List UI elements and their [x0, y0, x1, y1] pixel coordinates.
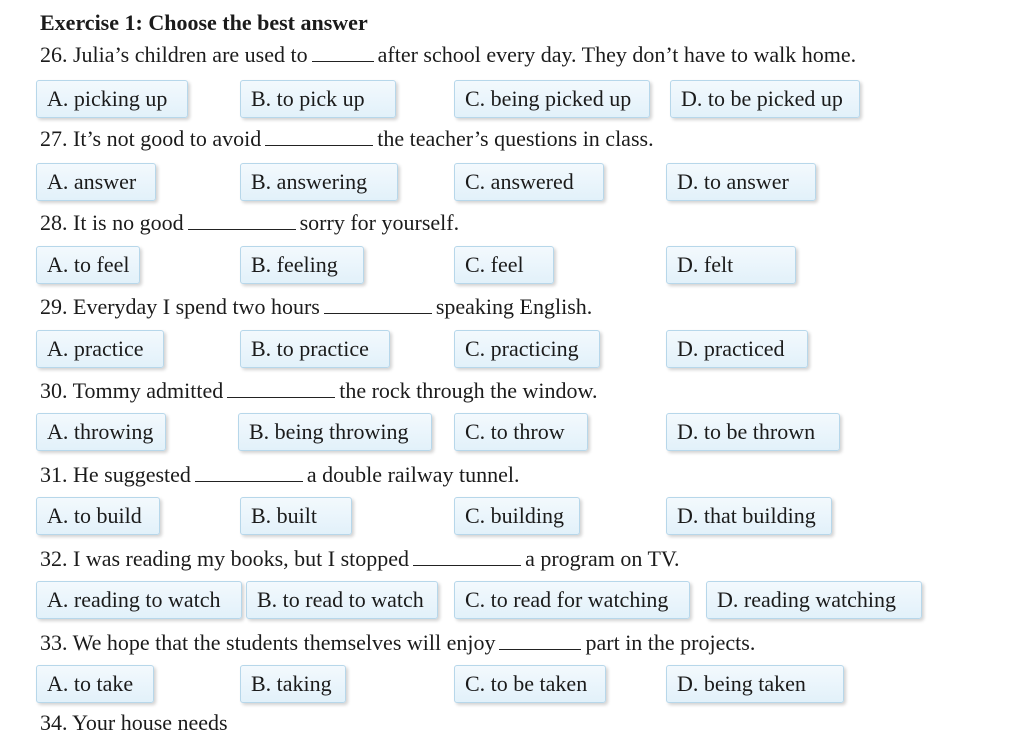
answer-blank [324, 295, 432, 314]
question-30 [40, 378, 597, 404]
option-a-q28[interactable]: A. to feel [36, 246, 140, 284]
cut-off-question: 34. Your house needs [40, 710, 228, 735]
option-c-q29[interactable]: C. practicing [454, 330, 600, 368]
question-text-before: He suggested [73, 462, 191, 487]
question-text-after: the rock through the window. [339, 378, 598, 403]
option-d-q31[interactable]: D. that building [666, 497, 832, 535]
question-text-after: a program on TV. [525, 546, 680, 571]
answer-blank [499, 631, 581, 650]
option-a-q33[interactable]: A. to take [36, 665, 154, 703]
option-a-q27[interactable]: A. answer [36, 163, 156, 201]
question-text-before: We hope that the students themselves will enjoy [72, 630, 496, 655]
option-d-q27[interactable]: D. to answer [666, 163, 816, 201]
answer-blank [195, 463, 303, 482]
question-number: 27. [40, 126, 68, 151]
question-number: 26. [40, 42, 68, 67]
option-a-q31[interactable]: A. to build [36, 497, 160, 535]
option-a-q26[interactable]: A. picking up [36, 80, 188, 118]
option-d-q30[interactable]: D. to be thrown [666, 413, 840, 451]
question-text-before: Julia’s children are used to [73, 42, 308, 67]
option-a-q32[interactable]: A. reading to watch [36, 581, 242, 619]
answer-blank [188, 211, 296, 230]
answer-blank [265, 127, 373, 146]
option-d-q28[interactable]: D. felt [666, 246, 796, 284]
option-b-q28[interactable]: B. feeling [240, 246, 364, 284]
answer-blank [312, 43, 374, 62]
question-26 [40, 42, 856, 68]
question-number: 29. [40, 294, 68, 319]
option-b-q31[interactable]: B. built [240, 497, 352, 535]
option-b-q26[interactable]: B. to pick up [240, 80, 396, 118]
question-number: 32. [40, 546, 68, 571]
answer-blank [413, 547, 521, 566]
option-d-q33[interactable]: D. being taken [666, 665, 844, 703]
question-29 [40, 294, 592, 320]
question-33 [40, 630, 755, 656]
option-c-q31[interactable]: C. building [454, 497, 580, 535]
question-text-after: sorry for yourself. [299, 210, 460, 235]
question-number: 30. [40, 378, 68, 403]
option-a-q30[interactable]: A. throwing [36, 413, 166, 451]
question-number: 33. [40, 630, 68, 655]
option-c-q27[interactable]: C. answered [454, 163, 604, 201]
option-b-q29[interactable]: B. to practice [240, 330, 390, 368]
question-31 [40, 462, 520, 488]
question-number: 28. [40, 210, 68, 235]
question-text-before: I was reading my books, but I stopped [73, 546, 410, 571]
option-c-q30[interactable]: C. to throw [454, 413, 588, 451]
question-28 [40, 210, 459, 236]
option-c-q26[interactable]: C. being picked up [454, 80, 650, 118]
question-number: 31. [40, 462, 68, 487]
option-c-q28[interactable]: C. feel [454, 246, 554, 284]
question-text-before: Tommy admitted [72, 378, 224, 403]
question-text-after: after school every day. They don’t have to walk home. [377, 42, 857, 67]
question-text-after: part in the projects. [585, 630, 756, 655]
question-27 [40, 126, 654, 152]
option-a-q29[interactable]: A. practice [36, 330, 164, 368]
question-text-before: It’s not good to avoid [73, 126, 262, 151]
question-text-after: speaking English. [435, 294, 593, 319]
question-text-before: It is no good [73, 210, 184, 235]
answer-blank [227, 379, 335, 398]
question-text-after: the teacher’s questions in class. [377, 126, 654, 151]
question-text-before: Everyday I spend two hours [73, 294, 320, 319]
option-b-q32[interactable]: B. to read to watch [246, 581, 438, 619]
question-32 [40, 546, 679, 572]
option-d-q29[interactable]: D. practiced [666, 330, 808, 368]
option-b-q33[interactable]: B. taking [240, 665, 346, 703]
option-c-q33[interactable]: C. to be taken [454, 665, 606, 703]
option-b-q30[interactable]: B. being throwing [238, 413, 432, 451]
option-c-q32[interactable]: C. to read for watching [454, 581, 690, 619]
exercise-title: Exercise 1: Choose the best answer [40, 10, 368, 35]
option-d-q26[interactable]: D. to be picked up [670, 80, 860, 118]
question-text-after: a double railway tunnel. [306, 462, 520, 487]
option-b-q27[interactable]: B. answering [240, 163, 398, 201]
option-d-q32[interactable]: D. reading watching [706, 581, 922, 619]
